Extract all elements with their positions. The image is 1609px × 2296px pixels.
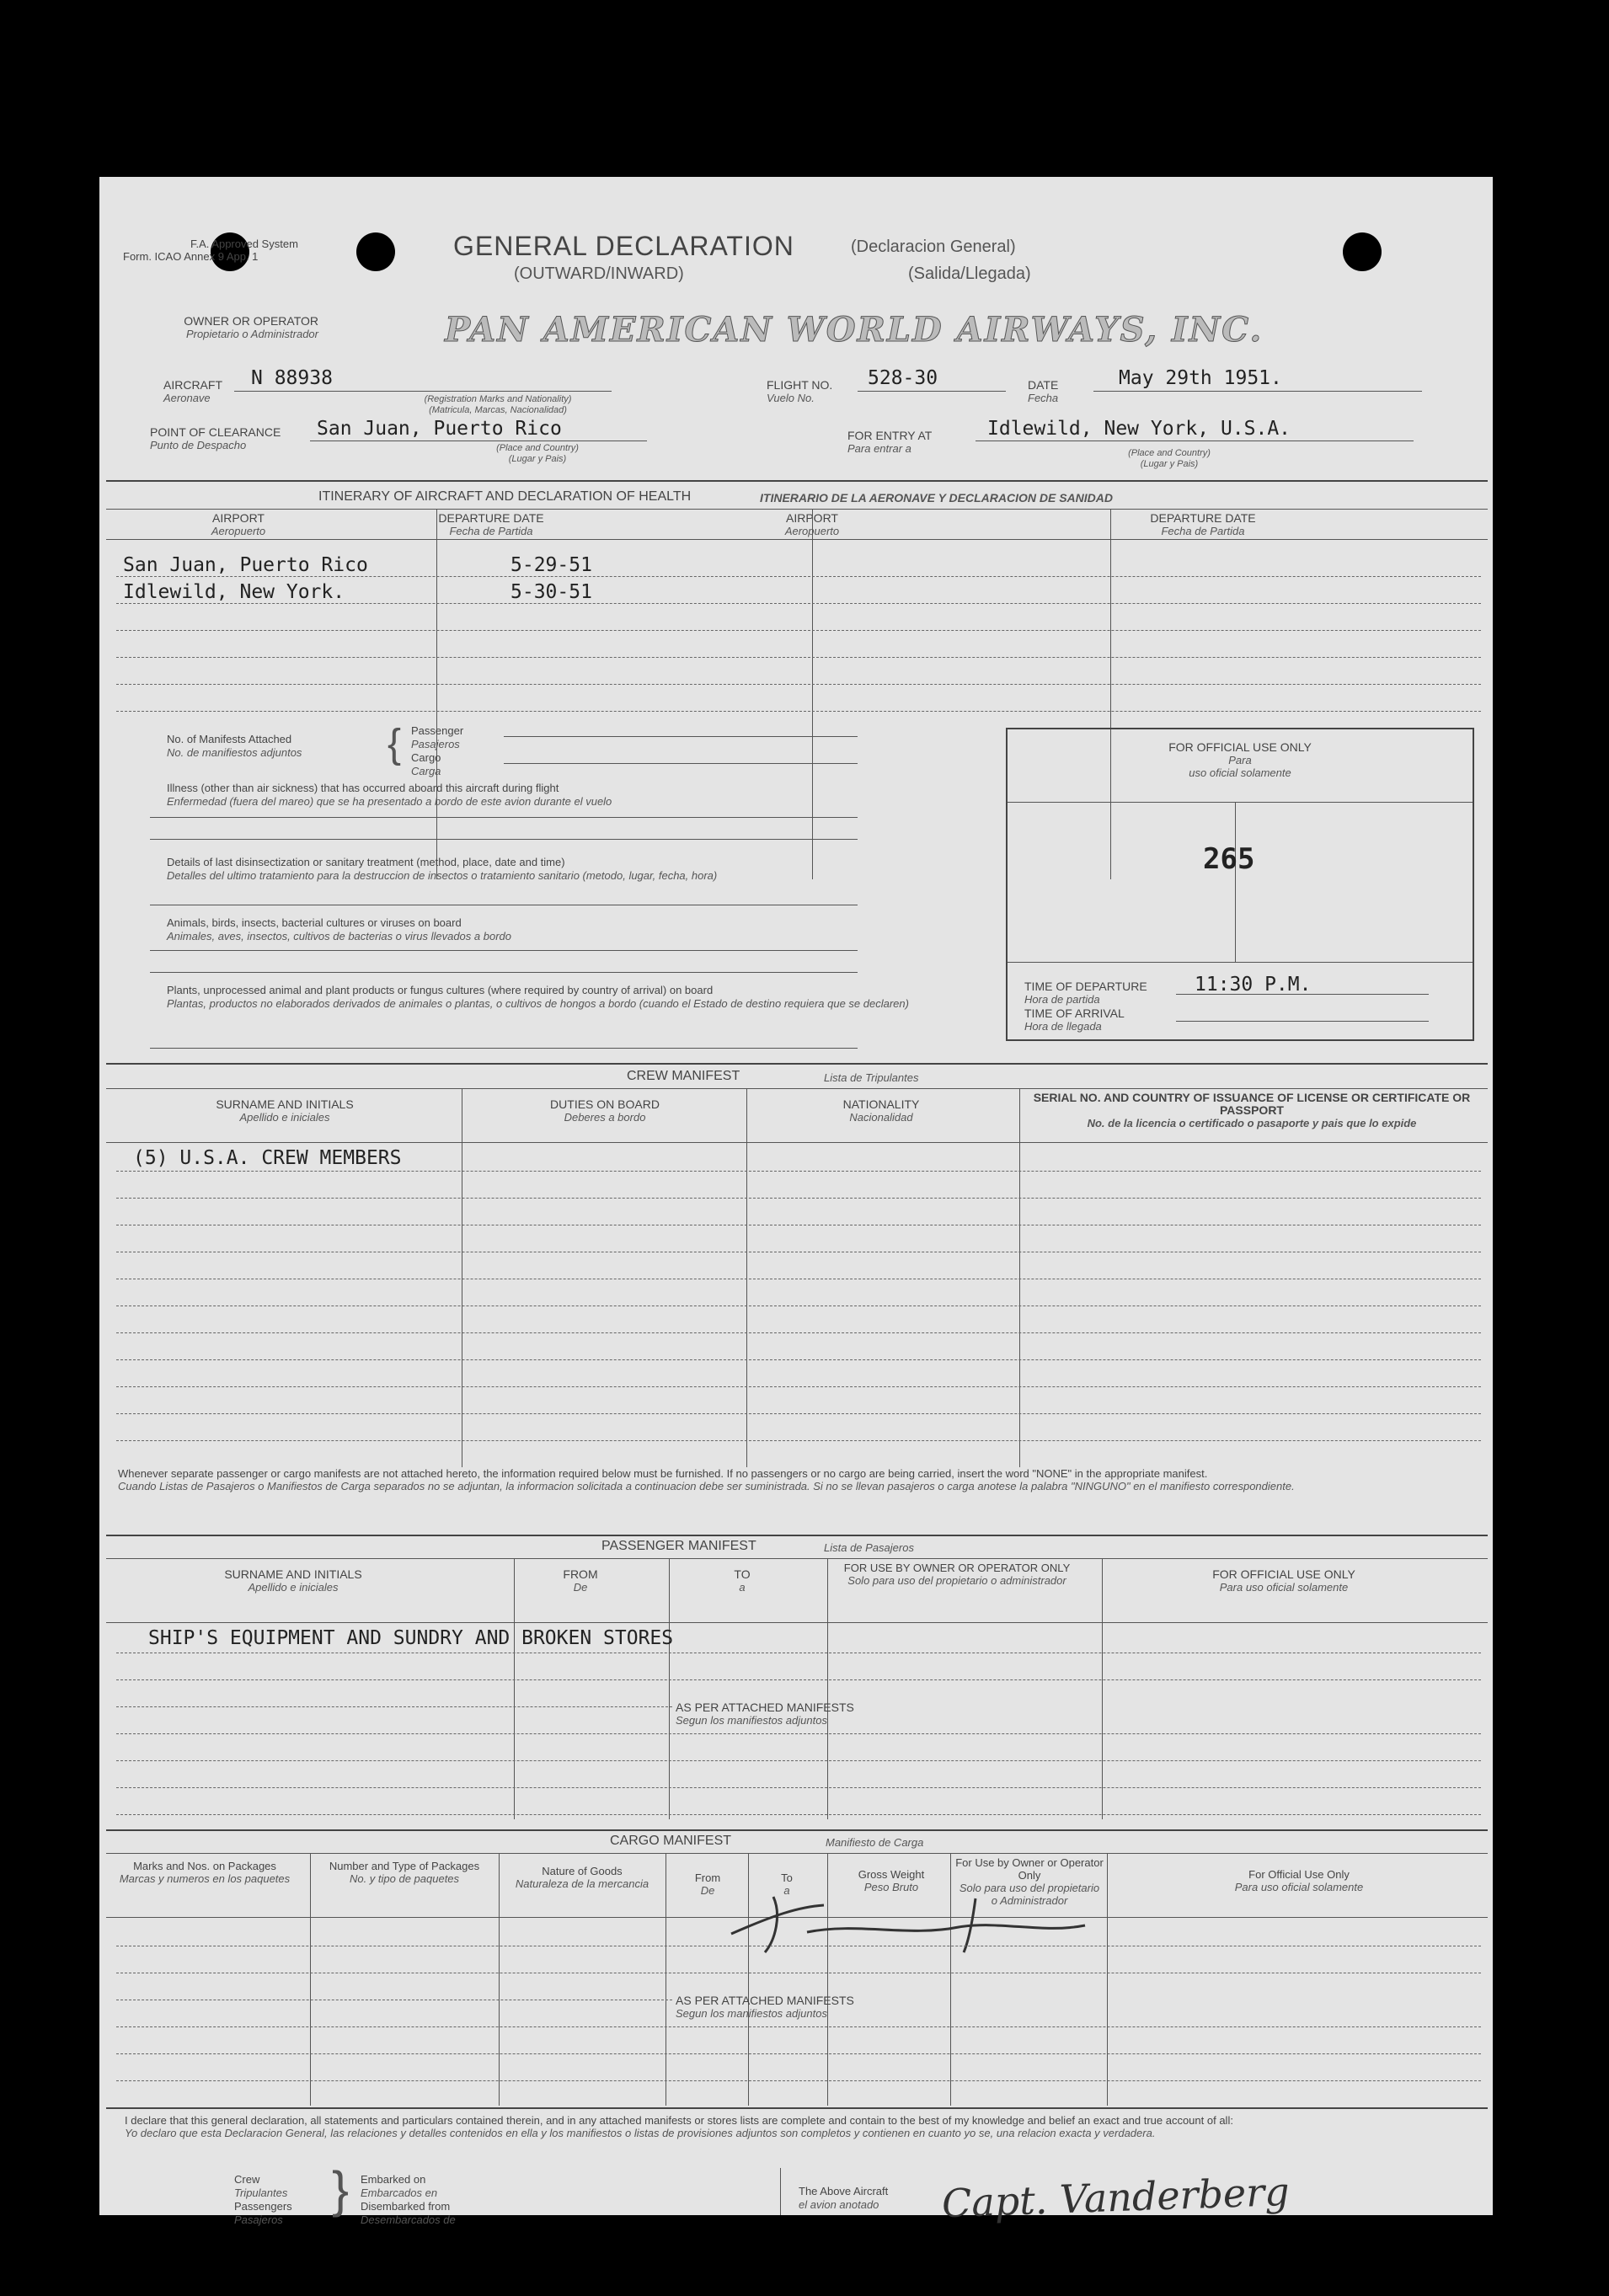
aircraft-label: AIRCRAFT [163,378,222,392]
col-label: For Use by Owner or Operator Only [955,1856,1104,1882]
col-label: To [781,1872,793,1884]
aircraft-value: N 88938 [251,367,333,389]
date-value: May 29th 1951. [1119,367,1282,389]
itinerary-airport-1: San Juan, Puerto Rico [123,554,368,576]
col-label-es: Para uso oficial solamente [1234,1881,1364,1893]
passengers-label-es: Pasajeros [234,2213,283,2226]
col-label-es: Solo para uso del propietario o Administrador [959,1882,1100,1907]
passenger-label: Passenger [411,724,464,737]
departure-time-value: 11:30 P.M. [1195,974,1312,996]
owner-label-block [125,315,318,340]
itinerary-airport-2: Idlewild, New York. [123,581,345,603]
approval-line: Form. ICAO Annex 9 App. 1 [123,250,259,263]
declaration-text [125,2114,1481,2139]
aircraft-note [384,394,612,416]
passenger-col-to [671,1568,814,1594]
official-use-box [1006,728,1474,1041]
col-label-es: a [783,1884,790,1897]
disembarked-label-es: Desembarcados de [361,2213,456,2226]
passenger-col-from [509,1568,652,1594]
flight-label-es: Vuelo No. [767,392,815,404]
crew-passengers-labels [234,2173,335,2227]
owner-label: OWNER OR OPERATOR [184,314,318,328]
form-title: GENERAL DECLARATION [453,231,794,261]
punch-hole [356,232,395,271]
embarked-label: Embarked on [361,2173,426,2186]
col-label: AIRPORT [212,511,265,525]
animals-question [167,916,891,943]
col-label-es: Solo para uso del propietario o administrador [847,1574,1066,1587]
col-label-es: Deberes a bordo [564,1111,646,1124]
aircraft-label-es: Aeronave [163,392,211,404]
col-label: SERIAL NO. AND COUNTRY OF ISSUANCE OF LICENSE OR CERTIFICATE OR PASSPORT [1033,1091,1471,1117]
col-label: From [694,1872,721,1884]
clearance-note-es: (Lugar y Pais) [508,454,567,464]
declaration-en: I declare that this general declaration, all statements and particulars contained therein, and in any attached manifests or stores lists are complete and contain to the best of my knowledge and belief an exact and true account of all: [125,2114,1233,2127]
embark-labels [361,2173,546,2227]
crew-entry: (5) U.S.A. CREW MEMBERS [133,1147,402,1169]
above-aircraft-en: The Above Aircraft [799,2185,889,2197]
col-label-es: Fecha de Partida [449,525,533,537]
itinerary-col-airport [125,512,352,537]
col-label: Marks and Nos. on Packages [133,1860,276,1872]
manifests-attached [167,733,377,760]
crew-col-nationality [755,1098,1008,1124]
col-label-es: Nacionalidad [849,1111,913,1124]
crew-col-surname [133,1098,436,1124]
entry-note-es: (Lugar y Pais) [1140,459,1199,469]
col-label-es: a [739,1581,746,1594]
approval-note [123,238,342,263]
crew-title: CREW MANIFEST [627,1069,740,1083]
col-label: NATIONALITY [842,1097,920,1111]
separate-manifests-notice [118,1467,1483,1492]
illness-question [167,782,917,809]
itinerary-col-departure-2 [1051,512,1355,537]
declaration-es: Yo declaro que esta Declaracion General, las relaciones y detalles contenidos en ella y los manifiestos o listas de provisiones adjuntos son completos y contienen en cuanto yo se, una relacion exacta y verdadera. [125,2127,1156,2139]
col-label: SURNAME AND INITIALS [216,1097,354,1111]
clearance-value: San Juan, Puerto Rico [317,418,562,440]
departure-time-label [1024,980,1147,1006]
passenger-entry: SHIP'S EQUIPMENT AND SUNDRY AND BROKEN STORES [148,1627,674,1649]
illness-label-es: Enfermedad (fuera del mareo) que se ha presentado a bordo de este avion durante el vuelo [167,795,612,808]
col-label: AIRPORT [786,511,838,525]
col-label-es: Marcas y numeros en los paquetes [119,1872,291,1885]
cargo-label: Cargo [411,751,441,764]
aircraft-note-es: (Matricula, Marcas, Nacionalidad) [429,405,567,415]
cargo-attached-note [676,1994,854,2020]
col-label: SURNAME AND INITIALS [224,1567,362,1581]
cargo-col-nature [510,1865,654,1890]
official-number: 265 [1203,842,1255,876]
crew-col-serial [1024,1092,1479,1129]
col-label-es: Apellido e iniciales [248,1581,339,1594]
above-aircraft-es: el avion anotado [799,2198,879,2211]
entry-note-en: (Place and Country) [1128,448,1211,458]
col-label-es: Aeropuerto [784,525,840,537]
brace-icon: { [388,722,402,766]
clearance-note-en: (Place and Country) [496,443,579,453]
disinsection-question [167,856,908,883]
clearance-note [462,443,613,465]
passenger-label-es: Pasajeros [411,738,460,750]
clearance-label-es: Punto de Despacho [150,439,247,451]
entry-label-block [847,430,932,455]
arrival-time-label-en: TIME OF ARRIVAL [1024,1007,1125,1020]
col-label-es: Naturaleza de la mercancia [515,1877,649,1890]
col-label-es: No. de la licencia o certificado o pasaporte y pais que lo expide [1087,1117,1417,1129]
col-label: FOR USE BY OWNER OR OPERATOR ONLY [843,1562,1071,1574]
passenger-title-es: Lista de Pasajeros [824,1541,914,1554]
itinerary-title-es: ITINERARIO DE LA AERONAVE Y DECLARACION DE SANIDAD [760,491,1113,505]
passenger-col-owner [831,1562,1083,1587]
col-label: DUTIES ON BOARD [550,1097,660,1111]
animals-label: Animals, birds, insects, bacterial cultures or viruses on board [167,916,462,929]
cargo-title: CARGO MANIFEST [610,1834,732,1848]
departure-time-label-en: TIME OF DEPARTURE [1024,980,1147,993]
col-label-es: Para uso oficial solamente [1219,1581,1349,1594]
brace-icon: } [332,2161,350,2218]
col-label-es: Fecha de Partida [1161,525,1245,537]
itinerary-title: ITINERARY OF AIRCRAFT AND DECLARATION OF HEALTH [318,489,692,504]
col-label: For Official Use Only [1248,1868,1350,1881]
flight-label: FLIGHT NO. [767,378,833,392]
form-subtitle: (OUTWARD/INWARD) [514,264,684,283]
plants-label: Plants, unprocessed animal and plant products or fungus cultures (where required by country of arrival) on board [167,984,714,996]
entry-label: FOR ENTRY AT [847,429,933,442]
itinerary-date-1: 5-29-51 [510,554,592,576]
owner-label-es: Propietario o Administrador [185,328,318,340]
disinsection-label-es: Detalles del ultimo tratamiento para la destruccion de insectos o tratamiento sanitario (metodo, lugar, fecha, hora) [167,869,718,882]
illness-label: Illness (other than air sickness) that has occurred aboard this aircraft during flight [167,782,559,794]
passenger-col-surname [158,1568,428,1594]
official-use-heading [1008,741,1473,779]
col-label-es: No. y tipo de paquetes [349,1872,460,1885]
date-label-es: Fecha [1028,392,1059,404]
col-label: Gross Weight [858,1868,925,1881]
col-label: DEPARTURE DATE [1150,511,1256,525]
arrival-time-label [1024,1007,1125,1033]
attached-label-es: Segun los manifiestos adjuntos [676,2007,827,2020]
crew-title-es: Lista de Tripulantes [824,1071,919,1084]
cargo-title-es: Manifiesto de Carga [826,1836,924,1849]
plants-question [167,984,917,1011]
passenger-col-official [1107,1568,1461,1594]
flight-value: 528-30 [868,367,938,389]
punch-hole [1343,232,1382,271]
disembarked-label: Disembarked from [361,2200,451,2213]
col-label: DEPARTURE DATE [438,511,544,525]
col-label-es: Peso Bruto [863,1881,919,1893]
notice-en: Whenever separate passenger or cargo manifests are not attached hereto, the information required below must be furnished. If no passengers or no cargo are being carried, insert the word "NONE" in the appropriate manifest. [118,1467,1208,1480]
crew-label: Crew [234,2173,260,2186]
flight-label-block [767,379,832,404]
entry-note [1077,448,1262,470]
cargo-col-marks [116,1860,293,1885]
official-use-label-es: Para [1228,754,1252,766]
official-use-label-es: uso oficial solamente [1189,766,1291,779]
passengers-label: Passengers [234,2200,292,2213]
col-label-es: Aeropuerto [211,525,266,537]
disinsection-label: Details of last disinsectization or sanitary treatment (method, place, date and time) [167,856,565,868]
form-title-es: (Declaracion General) [851,238,1016,256]
col-label-es: De [700,1884,715,1897]
aircraft-note-en: (Registration Marks and Nationality) [424,394,572,404]
manifests-label: No. of Manifests Attached [167,733,292,745]
crew-col-duties [495,1098,714,1124]
plants-label-es: Plantas, productos no elaborados derivados de animales o plantas, o cultivos de hongos a bordo (cuando el Estado de destino requiera que se declaren) [167,997,909,1010]
manifest-types [411,724,512,778]
cargo-label-es: Carga [411,765,441,777]
clearance-label: POINT OF CLEARANCE [150,425,281,439]
crew-label-es: Tripulantes [234,2187,288,2199]
col-label: FROM [563,1567,598,1581]
attached-label: AS PER ATTACHED MANIFESTS [676,1994,854,2007]
official-use-label: FOR OFFICIAL USE ONLY [1168,740,1312,754]
passenger-attached-note [676,1701,854,1727]
attached-label: AS PER ATTACHED MANIFESTS [676,1701,854,1714]
animals-label-es: Animales, aves, insectos, cultivos de bacterias o virus llevados a bordo [167,930,511,942]
col-label: TO [734,1567,751,1581]
col-label: Nature of Goods [542,1865,623,1877]
col-label-es: Apellido e iniciales [239,1111,330,1124]
cargo-col-number [320,1860,489,1885]
itinerary-col-departure [386,512,596,537]
date-label-block [1028,379,1058,404]
form-subtitle-es: (Salida/Llegada) [908,264,1031,283]
cargo-col-official [1122,1868,1476,1893]
manifests-label-es: No. de manifiestos adjuntos [167,746,302,759]
attached-label-es: Segun los manifiestos adjuntos [676,1714,827,1727]
aircraft-label-block [163,379,222,404]
itinerary-date-2: 5-30-51 [510,581,592,603]
arrival-time-label-es: Hora de llegada [1024,1020,1102,1033]
departure-time-label-es: Hora de partida [1024,993,1100,1006]
col-label: FOR OFFICIAL USE ONLY [1212,1567,1355,1581]
notice-es: Cuando Listas de Pasajeros o Manifiestos de Carga separados no se adjuntan, la informacion solicitada a continuacion debe ser suministrada. Si no se llevan pasajeros o carga anotese la palabra "NINGUNO" en el manifiesto correspondiente. [118,1480,1295,1492]
entry-value: Idlewild, New York, U.S.A. [987,418,1291,440]
date-label: DATE [1028,378,1059,392]
col-label-es: De [573,1581,588,1594]
approval-line: F.A. Approved System [190,238,298,250]
general-declaration-form [99,177,1493,2227]
col-label: Number and Type of Packages [329,1860,480,1872]
entry-label-es: Para entrar a [847,442,911,455]
embarked-label-es: Embarcados en [361,2187,438,2199]
clearance-label-block [150,426,281,451]
passenger-title: PASSENGER MANIFEST [601,1539,756,1553]
captain-handwritten-name: Capt. Vanderberg [941,2168,1291,2227]
operator-logo: PAN AMERICAN WORLD AIRWAYS, INC. [445,310,1264,350]
